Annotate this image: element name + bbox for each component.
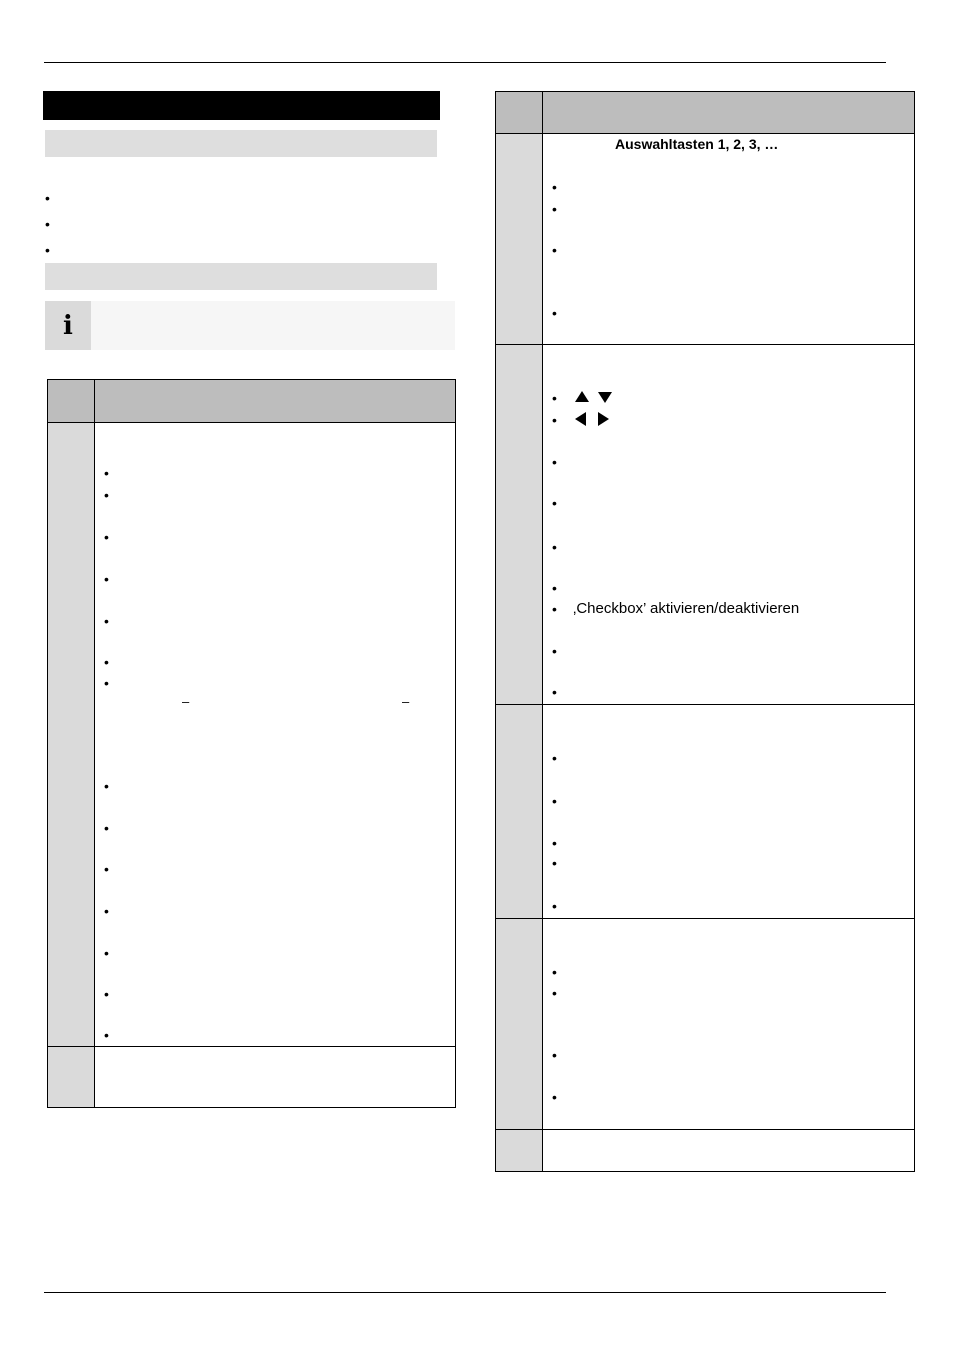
table-bullet: •: [104, 529, 109, 545]
table-bullet: •: [104, 487, 109, 503]
table-bullet: •: [552, 898, 557, 914]
table-bullet: •: [104, 654, 109, 670]
right-key-table: [495, 91, 915, 1172]
info-icon: [45, 301, 91, 350]
table-bullet: •: [552, 539, 557, 555]
table-bullet: •: [104, 465, 109, 481]
table-bullet: •: [552, 242, 557, 258]
list-bullet: •: [45, 216, 50, 232]
table-bullet: •: [552, 835, 557, 851]
table-bullet: •: [104, 675, 109, 691]
info-note-box: [45, 301, 455, 350]
table-bullet: •: [552, 601, 557, 617]
left-table-row-rule: [48, 1046, 455, 1047]
info-icon-glyph: i: [63, 310, 73, 341]
footer-rule: [44, 1292, 886, 1293]
table-bullet: •: [552, 390, 557, 406]
table-bullet: •: [104, 1027, 109, 1043]
table-bullet: •: [552, 793, 557, 809]
arrow-up-icon: [575, 391, 589, 402]
arrow-down-icon: [598, 392, 612, 403]
select-keys-heading: Auswahltasten 1, 2, 3, …: [615, 136, 779, 152]
left-table-header: [48, 380, 455, 422]
right-table-row-rule: [496, 344, 914, 345]
dash-mark: –: [182, 694, 190, 709]
dash-mark: –: [402, 694, 410, 709]
list-bullet: •: [45, 242, 50, 258]
table-bullet: •: [104, 986, 109, 1002]
table-bullet: •: [552, 580, 557, 596]
right-table-divider: [542, 92, 543, 1171]
left-table-key-column: [48, 423, 94, 1107]
table-bullet: •: [104, 571, 109, 587]
right-table-header: [496, 92, 914, 133]
arrow-left-icon: [575, 412, 586, 426]
checkbox-toggle-text: ‚Checkbox’ aktivieren/deaktivieren: [573, 600, 800, 617]
right-table-row-rule: [496, 1129, 914, 1130]
left-table-divider: [94, 380, 95, 1107]
table-bullet: •: [552, 985, 557, 1001]
table-bullet: •: [552, 412, 557, 428]
table-bullet: •: [104, 820, 109, 836]
table-bullet: •: [552, 179, 557, 195]
right-table-row-rule: [496, 918, 914, 919]
table-bullet: •: [552, 750, 557, 766]
table-bullet: •: [104, 945, 109, 961]
arrow-right-icon: [598, 412, 609, 426]
table-bullet: •: [552, 454, 557, 470]
subsection-bar-1: [45, 130, 437, 157]
right-table-row-rule: [496, 704, 914, 705]
table-bullet: •: [104, 778, 109, 794]
subsection-bar-2: [45, 263, 437, 290]
table-bullet: •: [552, 643, 557, 659]
table-bullet: •: [552, 201, 557, 217]
table-bullet: •: [104, 903, 109, 919]
table-bullet: •: [552, 305, 557, 321]
table-bullet: •: [104, 861, 109, 877]
table-bullet: •: [104, 613, 109, 629]
list-bullet: •: [45, 190, 50, 206]
table-bullet: •: [552, 1089, 557, 1105]
table-bullet: •: [552, 684, 557, 700]
table-bullet: •: [552, 964, 557, 980]
section-title-bar: [43, 91, 440, 120]
table-bullet: •: [552, 495, 557, 511]
left-table-row-rule: [48, 422, 455, 423]
right-table-row-rule: [496, 133, 914, 134]
header-rule: [44, 62, 886, 63]
table-bullet: •: [552, 1047, 557, 1063]
right-table-key-column: [496, 134, 542, 1171]
table-bullet: •: [552, 855, 557, 871]
